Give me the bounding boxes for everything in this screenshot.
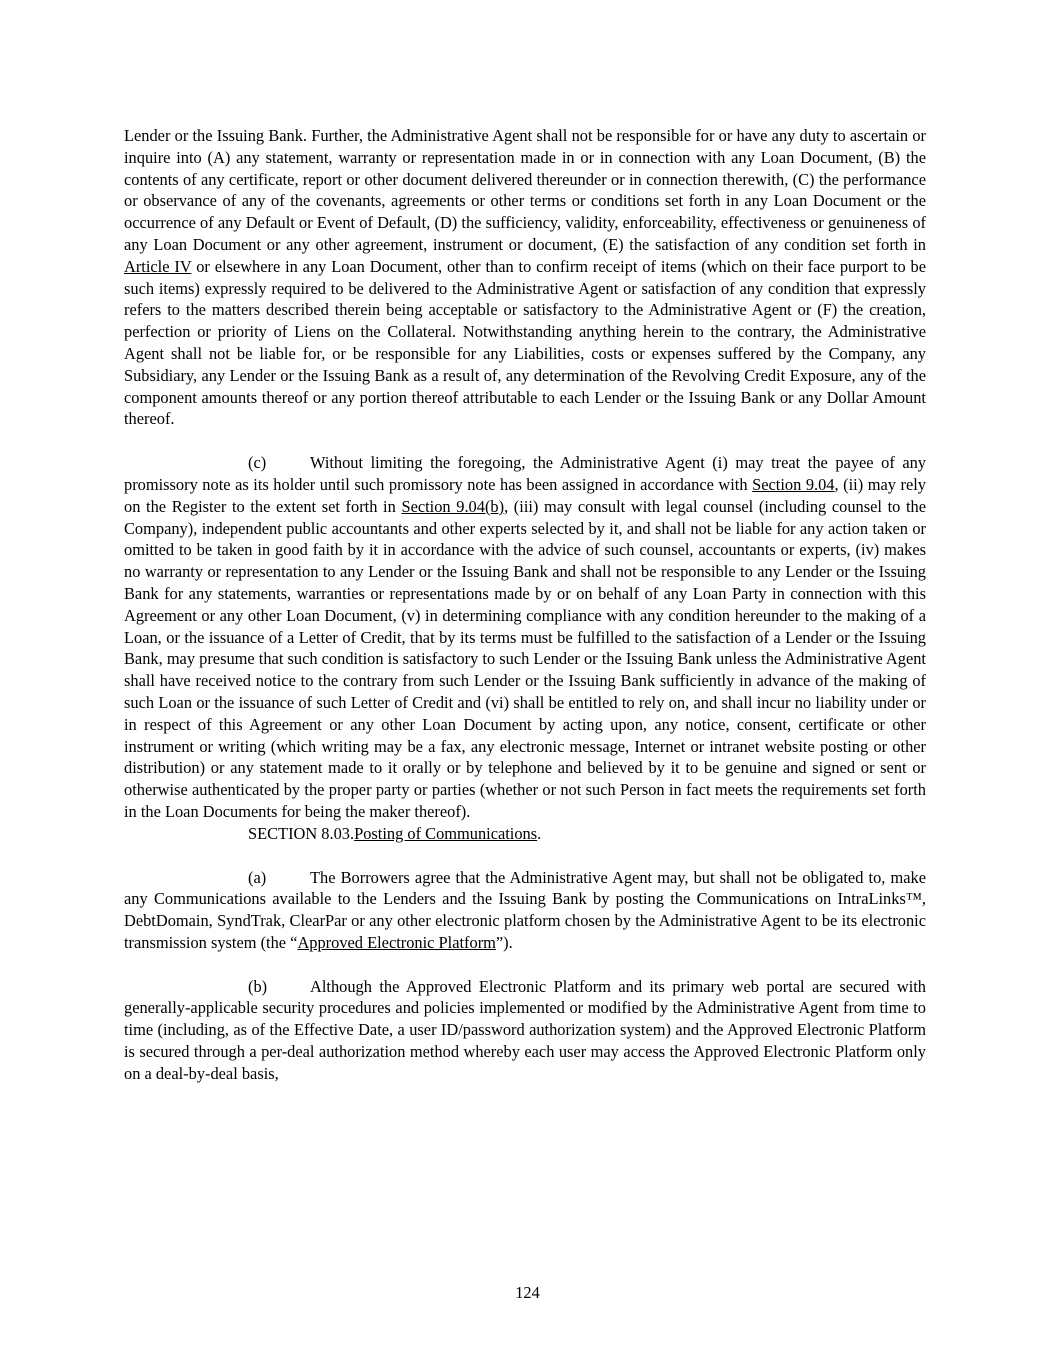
paragraph-text: ”). [495, 932, 513, 952]
section-number: SECTION 8.03. [248, 823, 355, 843]
paragraph-text: Although the Approved Electronic Platform and its primary web portal are secured with generally-applicable security procedures and policies implemented or modified by the Administrative Agent from time to time (including, as of the Effective Date, a user ID/password authorization system) and the Approved Electronic Platform is secured through a per-deal authorization method whereby each user may access the Approved Electronic Platform only on a deal-by-deal basis, [124, 976, 926, 1083]
paragraph-text: Lender or the Issuing Bank. Further, the Administrative Agent shall not be responsible for or have any duty to ascertain or inquire into (A) any statement, warranty or representation made in or in connection with any Loan Document, (B) the contents of any certificate, report or other document delivered thereunder or in connection therewith, (C) the performance or observance of any of the covenants, agreements or other terms or conditions set forth in any Loan Document or the occurrence of any Default or Event of Default, (D) the sufficiency, validity, enforceability, effectiveness or genuineness of any Loan Document or any other agreement, instrument or document, (E) the satisfaction of any condition set forth in [124, 126, 926, 254]
cross-reference-section-9-04: Section 9.04 [752, 474, 835, 494]
paragraph-label: (b) [248, 976, 268, 996]
paragraph-c [124, 452, 926, 823]
paragraph-text: , (iii) may consult with legal counsel (including counsel to the Company), independent public accountants and other experts selected by it, and shall not be liable for any action taken or omitted to be taken in good faith by it in accordance with the advice of such counsel, accountants or experts, (iv) makes no warranty or representation to any Lender or the Issuing Bank and shall not be responsible to any Lender or the Issuing Bank for any statements, warranties or representations made by or on behalf of any Loan Party in connection with this Agreement or any other Loan Document, (v) in determining compliance with any condition hereunder to the making of a Loan, or the issuance of a Letter of Credit, that by its terms must be fulfilled to the satisfaction of a Lender or the Issuing Bank, may presume that such condition is satisfactory to such Lender or the Issuing Bank unless the Administrative Agent shall have received notice to the contrary from such Lender or the Issuing Bank sufficiently in advance of the making of such Loan or the issuance of such Letter of Credit and (vi) shall be entitled to rely on, and shall incur no liability under or in respect of this Agreement or any other Loan Document by acting upon, any notice, consent, certificate or other instrument or writing (which writing may be a fax, any electronic message, Internet or intranet website posting or other distribution) or any statement made to it orally or by telephone and believed by it to be genuine and signed or sent or otherwise authenticated by the proper party or parties (whether or not such Person in fact meets the requirements set forth in the Loan Documents for being the maker thereof). [124, 496, 926, 821]
defined-term-approved-electronic-platform: Approved Electronic Platform [297, 932, 496, 952]
paragraph-text: The Borrowers agree that the Administrative Agent may, but shall not be obligated to, make any Communications available to the Lenders and the Issuing Bank by posting the Communications on IntraLinks™, DebtDomain, SyndTrak, ClearPar or any other electronic platform chosen by the Administrative Agent to be its electronic transmission system (the “ [124, 867, 926, 952]
cross-reference-article-iv: Article IV [124, 256, 192, 276]
cross-reference-section-9-04-b: Section 9.04(b) [401, 496, 505, 516]
paragraph-b [124, 976, 926, 1085]
paragraph-label: (c) [248, 453, 267, 473]
section-title: Posting of Communications [354, 823, 538, 843]
document-page [124, 125, 926, 1085]
paragraph-a [124, 867, 926, 954]
paragraph-label: (a) [248, 867, 267, 887]
section-title-period: . [537, 823, 542, 843]
paragraph-text: , (ii) may rely on the Register to the extent set forth in [124, 474, 926, 516]
page-number: 124 [515, 1283, 540, 1302]
paragraph-text: or elsewhere in any Loan Document, other than to confirm receipt of items (which on their face purport to be such items) expressly required to be delivered to the Administrative Agent or satisfaction of any condition that expressly refers to the matters described therein being acceptable or satisfactory to the Administrative Agent or (F) the creation, perfection or priority of Liens on the Collateral. Notwithstanding anything herein to the contrary, the Administrative Agent shall not be liable for, or be responsible for any Liabilities, costs or expenses suffered by the Company, any Subsidiary, any Lender or the Issuing Bank as a result of, any determination of the Revolving Credit Exposure, any of the component amounts thereof or any portion thereof attributable to each Lender or the Issuing Bank or any Dollar Amount thereof. [124, 256, 926, 429]
section-heading [124, 823, 926, 845]
paragraph-text: Without limiting the foregoing, the Administrative Agent (i) may treat the payee of any promissory note as its holder until such promissory note has been assigned in accordance with [124, 453, 926, 494]
paragraph-continuation [124, 125, 926, 430]
